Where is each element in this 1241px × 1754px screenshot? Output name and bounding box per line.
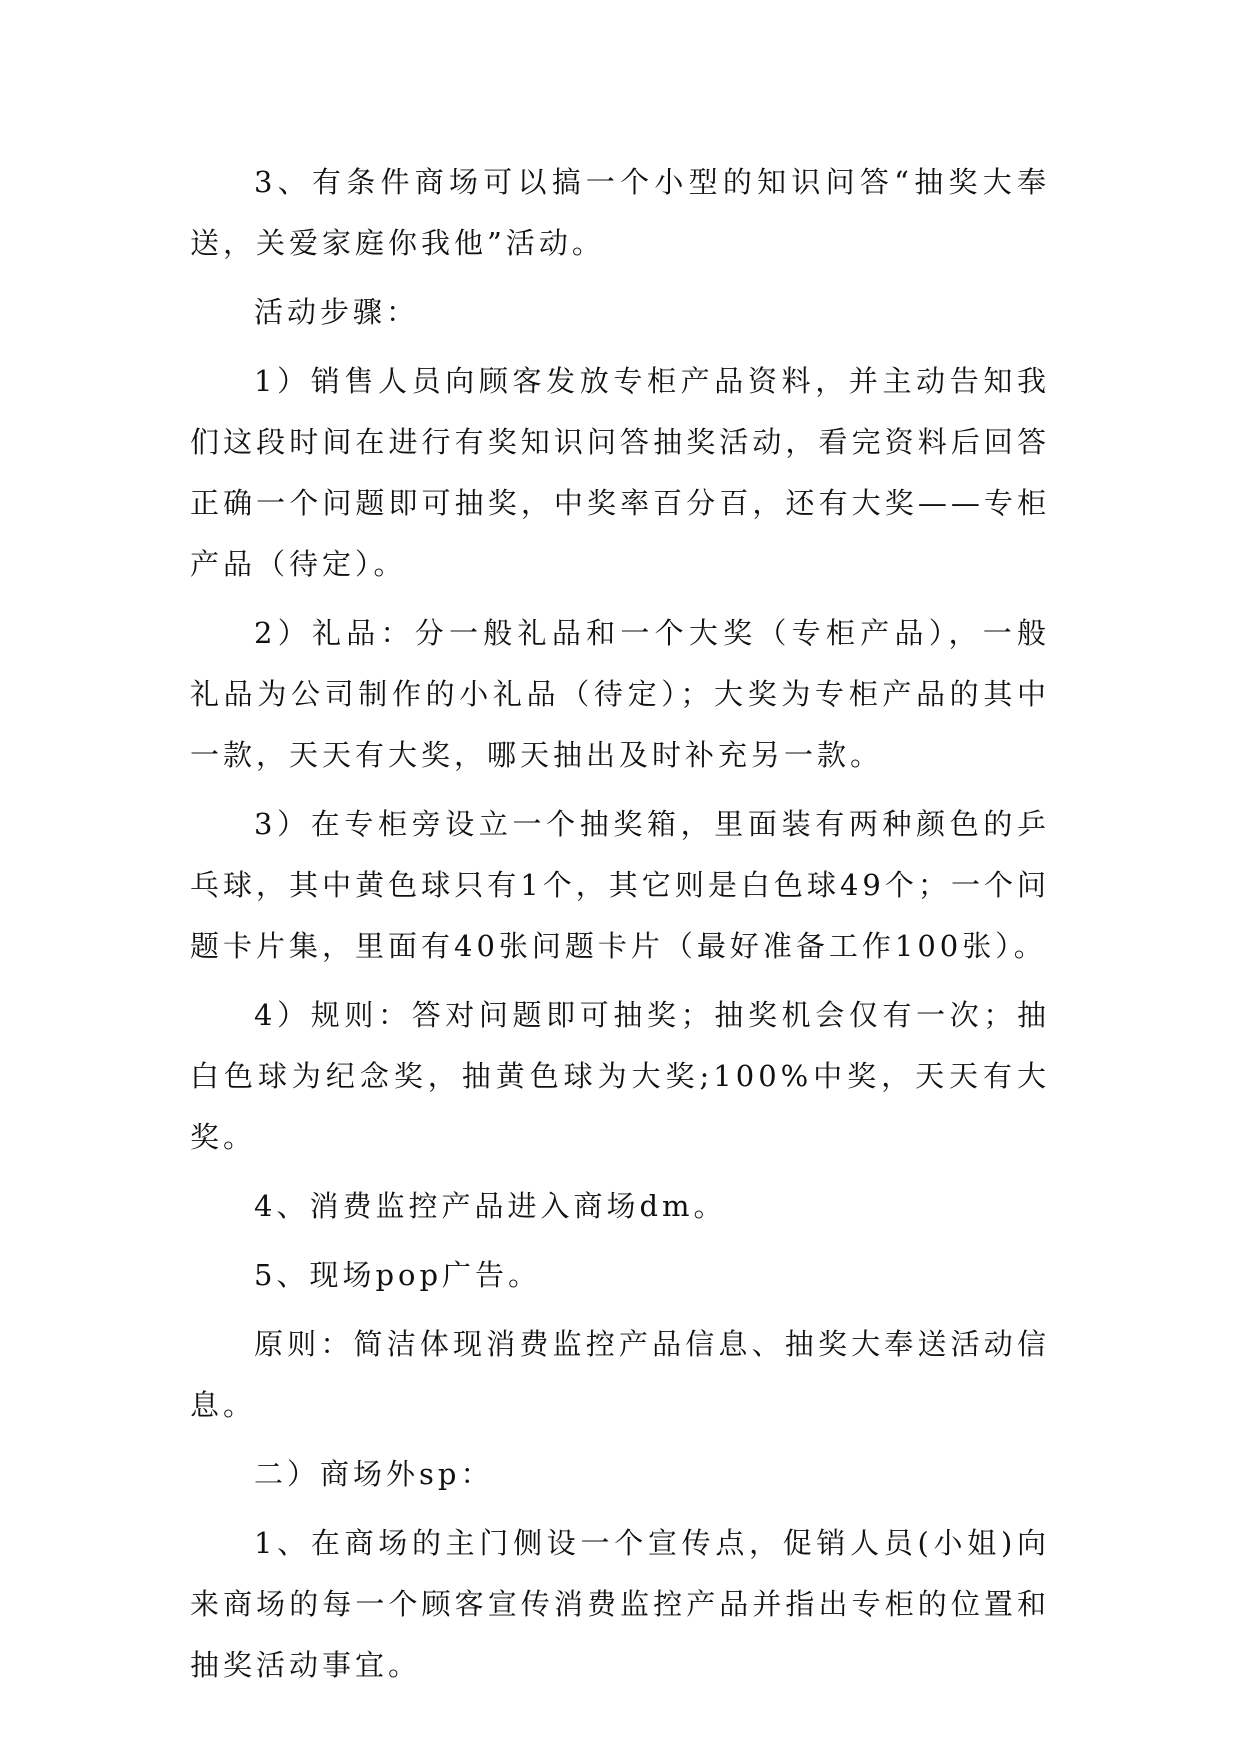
paragraph-principle: 原则：简洁体现消费监控产品信息、抽奖大奉送活动信息。: [190, 1327, 1050, 1422]
paragraph-activity-steps-heading: 活动步骤：: [254, 295, 420, 329]
paragraph-step-2-gifts: 2）礼品：分一般礼品和一个大奖（专柜产品），一般礼品为公司制作的小礼品（待定）；大奖为专柜产品的其中一款，天天有大奖，哪天抽出及时补充另一款。: [190, 616, 1050, 772]
paragraph-step-3-lottery-box: 3）在专柜旁设立一个抽奖箱，里面装有两种颜色的乒乓球，其中黄色球只有1个，其它则是白色球49个；一个问题卡片集，里面有40张问题卡片（最好准备工作100张）。: [190, 807, 1050, 963]
paragraph-outside-item-1: 1、在商场的主门侧设一个宣传点，促销人员(小姐)向来商场的每一个顾客宣传消费监控产品并指出专柜的位置和抽奖活动事宜。: [190, 1526, 1050, 1682]
paragraph-section-outside-sp: 二）商场外sp：: [254, 1457, 494, 1491]
paragraph-item-3-quiz-activity: 3、有条件商场可以搞一个小型的知识问答“抽奖大奉送，关爱家庭你我他”活动。: [190, 165, 1050, 260]
paragraph-item-4-dm: 4、消费监控产品进入商场dm。: [254, 1189, 727, 1223]
document-body: [190, 152, 1050, 1704]
paragraph-step-1-sales-staff: 1）销售人员向顾客发放专柜产品资料，并主动告知我们这段时间在进行有奖知识问答抽奖活动，看完资料后回答正确一个问题即可抽奖，中奖率百分百，还有大奖——专柜产品（待定）。: [190, 364, 1050, 581]
paragraph-item-5-pop: 5、现场pop广告。: [254, 1258, 542, 1292]
paragraph-step-4-rules: 4）规则：答对问题即可抽奖；抽奖机会仅有一次；抽白色球为纪念奖，抽黄色球为大奖;100%中奖，天天有大奖。: [190, 998, 1050, 1154]
